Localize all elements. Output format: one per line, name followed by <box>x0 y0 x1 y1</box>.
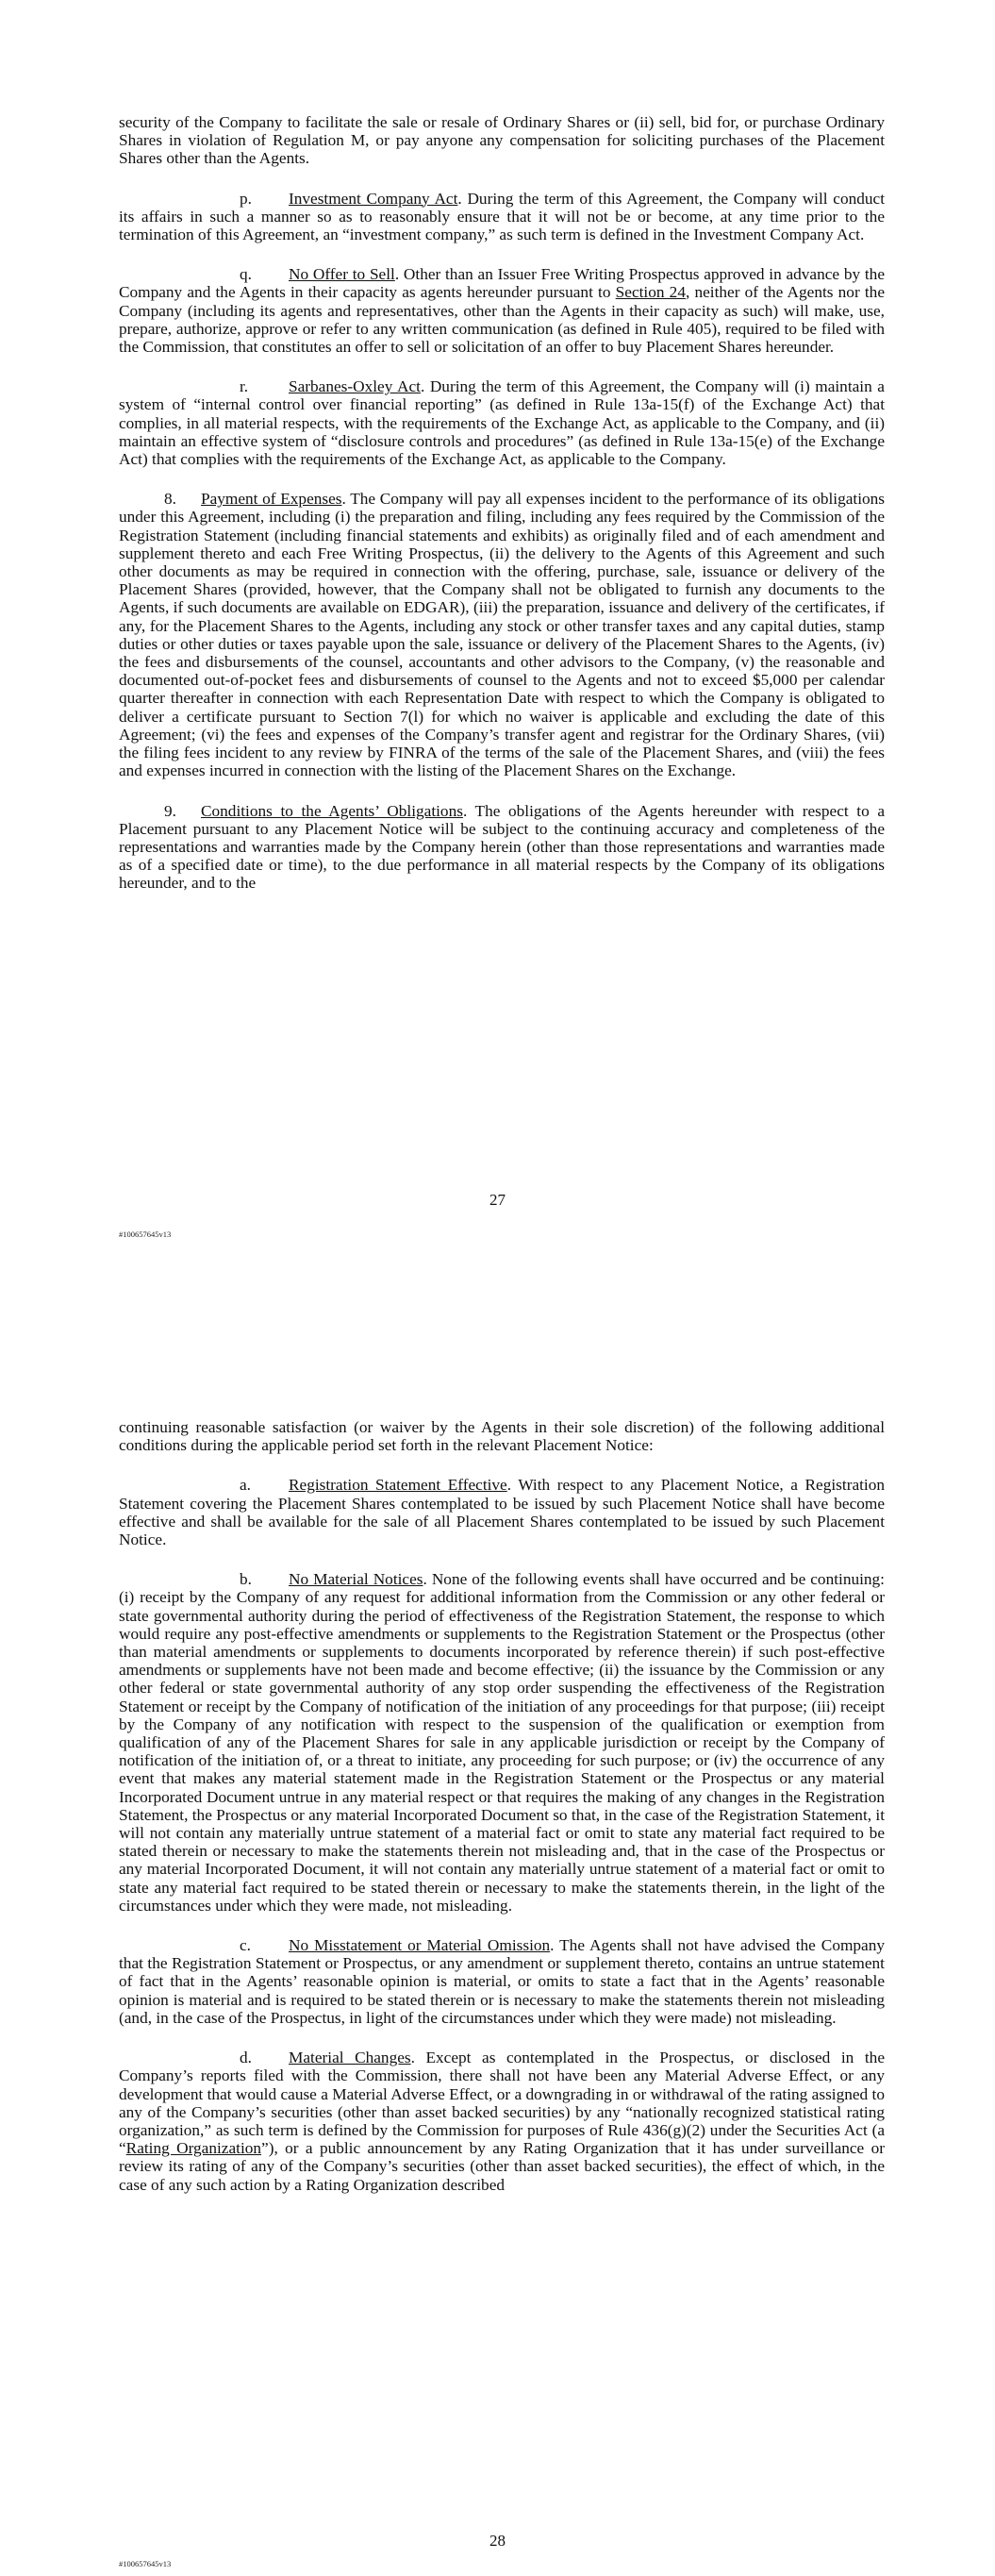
section-text: . The Company will pay all expenses incident to the performance of its obligations under this Agreement, including (i) the preparation and filing, including any fees required by the Commission of the Registration Statement (including financial statements and exhibits) as originally filed and of each amendment and supplement thereto and each Free Writing Prospectus, (ii) the delivery to the Agents of this Agreement and such other documents as may be required in connection with the offering, purchase, sale, issuance or delivery of the Placement Shares (provided, however, that the Company shall not be obligated to furnish any documents to the Agents, if such documents are available on EDGAR), (iii) the preparation, issuance and delivery of the certificates, if any, for the Placement Shares to the Agents, including any stock or other transfer taxes and any capital duties, stamp duties or other duties or taxes payable upon the sale, issuance or delivery of the Placement Shares to the Agents, (iv) the fees and disbursements of the counsel, accountants and other advisors to the Company, (v) the reasonable and documented out-of-pocket fees and disbursements of counsel to the Agents and not to exceed $5,000 per calendar quarter thereafter in connection with each Representation Date with respect to which the Company is obligated to deliver a certificate pursuant to Section 7(l) for which no waiver is applicable and excluding the date of this Agreement; (vi) the fees and expenses of the Company’s transfer agent and registrar for the Ordinary Shares, (vii) the filing fees incident to any review by FINRA of the terms of the sale of the Placement Shares, and (viii) the fees and expenses incurred in connection with the listing of the Placement Shares on the Exchange. <box>119 490 886 780</box>
document-page-27 <box>0 0 995 1279</box>
condition-c <box>119 1936 885 2027</box>
clause-heading: No Material Notices <box>289 1570 423 1589</box>
clause-text: . During the term of this Agreement, the Company will (i) maintain a system of “internal control over financial reporting” (as defined in Rule 13a-15(f) of the Exchange Act) that complies, in all material respects, with the requirements of the Exchange Act, as applicable to the Company, and (ii) maintain an effective system of “disclosure controls and procedures” (as defined in Rule 13a-15(e) of the Exchange Act) that complies with the requirements of the Exchange Act, as applicable to the Company. <box>119 377 885 469</box>
clause-number: q. <box>240 265 252 284</box>
clause-text: . Except as contemplated in the Prospectus, or disclosed in the Company’s reports filed with the Commission, there shall not have been any Material Adverse Effect, or any development that would cause a Material Adverse Effect, or a downgrading in or withdrawal of the rating assigned to any of the Company’s securities (other than asset backed securities) by any “nationally recognized statistical rating organization,” as such term is defined by the Commission for purposes of Rule 436(g)(2) under the Securities Act (a “ <box>119 2049 885 2158</box>
clause-r <box>119 377 885 468</box>
clause-text-continued: , neither of the Agents nor the Company (including its agents and representatives, other than the Agents in their capacity as such) will make, use, prepare, authorize, approve or refer to any written communication (as defined in Rule 405), required to be filed with the Commission, that constitutes an offer to sell or solicitation of an offer to buy Placement Shares hereunder. <box>119 283 885 357</box>
clause-number: r. <box>240 377 249 396</box>
section-text: . The obligations of the Agents hereunder with respect to a Placement pursuant to any Placement Notice will be subject to the continuing accuracy and completeness of the representations and warranties made by the Company herein (other than those representations and warranties made as of a specified date or time), to the due performance in all material respects by the Company of its obligations hereunder, and to the <box>119 801 885 893</box>
clause-heading: Registration Statement Effective <box>289 1476 507 1495</box>
clause-number: d. <box>240 2049 252 2067</box>
condition-b <box>119 1570 885 1915</box>
document-page-28 <box>0 1279 995 2576</box>
clause-number: b. <box>240 1570 252 1589</box>
clause-text: . Other than an Issuer Free Writing Prospectus approved in advance by the Company and the Agents in their capacity as agents hereunder pursuant to <box>119 265 885 302</box>
section-reference-link: Section 24 <box>615 283 686 302</box>
clause-text-continued: ”), or a public announcement by any Rating Organization that it has under surveillance or review its rating of any of the Company’s securities (other than asset backed securities), the effect of which, in the case of any such action by a Rating Organization described <box>119 2139 885 2194</box>
clause-q <box>119 265 885 356</box>
clause-number: p. <box>240 189 252 208</box>
condition-d <box>119 2049 885 2194</box>
defined-term: Rating Organization <box>125 2139 262 2158</box>
section-number: 9. <box>164 801 176 820</box>
page-body <box>119 1418 885 2216</box>
clause-heading: Investment Company Act <box>289 189 458 208</box>
document-id: #100657645v13 <box>119 2559 172 2568</box>
continuation-paragraph: security of the Company to facilitate the sale or resale of Ordinary Shares or (ii) sell, bid for, or purchase Ordinary Shares in violation of Regulation M, or pay anyone any compensation for soliciting purchases of the Placement Shares other than the Agents. <box>119 113 885 168</box>
page-number: 27 <box>489 1191 506 1209</box>
continuation-paragraph: continuing reasonable satisfaction (or waiver by the Agents in their sole discretion) of the following additional conditions during the applicable period set forth in the relevant Placement Notice: <box>119 1418 885 1455</box>
clause-number: a. <box>240 1476 251 1495</box>
clause-heading: Material Changes <box>289 2049 411 2067</box>
clause-heading: Sarbanes-Oxley Act <box>289 377 421 396</box>
section-8 <box>119 490 885 779</box>
clause-number: c. <box>240 1936 251 1955</box>
page-number: 28 <box>489 2532 506 2550</box>
clause-p <box>119 190 885 244</box>
section-heading: Payment of Expenses <box>201 490 342 509</box>
section-number: 8. <box>164 490 176 509</box>
clause-text: . With respect to any Placement Notice, a Registration Statement covering the Placement Shares contemplated to be issued by such Placement Notice shall have become effective and shall be available for the sale of all Placement Shares contemplated to be issued by such Placement Notice. <box>119 1476 885 1549</box>
page-body <box>119 113 885 914</box>
section-heading: Conditions to the Agents’ Obligations <box>201 801 463 820</box>
section-9 <box>119 802 885 893</box>
clause-text: . During the term of this Agreement, the Company will conduct its affairs in such a manner so as to reasonably ensure that it will not be or become, at any time prior to the termination of this Agreement, an “investment company,” as such term is defined in the Investment Company Act. <box>119 189 885 244</box>
condition-a <box>119 1476 885 1548</box>
document-id: #100657645v13 <box>119 1229 172 1239</box>
clause-heading: No Offer to Sell <box>289 265 395 284</box>
clause-heading: No Misstatement or Material Omission <box>289 1936 551 1955</box>
clause-text: . The Agents shall not have advised the Company that the Registration Statement or Prospectus, or any amendment or supplement thereto, contains an untrue statement of fact that in the Agents’ reasonable opinion is material, or omits to state a fact that in the Agents’ reasonable opinion is material and is required to be stated therein or is necessary to make the statements therein not misleading (and, in the case of the Prospectus, in light of the circumstances under which they were made) not misleading. <box>119 1936 885 2027</box>
clause-text: . None of the following events shall have occurred and be continuing: (i) receipt by the Company of any request for additional information from the Commission or any other federal or state governmental authority during the period of effectiveness of the Registration Statement, the response to which would require any post-effective amendments or supplements to the Registration Statement or the Prospectus (other than material amendments or supplements to documents incorporated by reference therein) if such post-effective amendments or supplements have not been made and become effective; (ii) the issuance by the Commission or any other federal or state governmental authority of any stop order suspending the effectiveness of the Registration Statement or receipt by the Company of notification of the initiation of any proceedings for that purpose; (iii) receipt by the Company of any notification with respect to the suspension of the qualification or exemption from qualification of any of the Placement Shares for sale in any applicable jurisdiction or receipt by the Company of notification of the initiation of, or a threat to initiate, any proceeding for such purpose; or (iv) the occurrence of any event that makes any material statement made in the Registration Statement or the Prospectus or any material Incorporated Document untrue in any material respect or that requires the making of any changes in the Registration Statement, the Prospectus or any material Incorporated Document so that, in the case of the Registration Statement, it will not contain any materially untrue statement of a material fact or omit to state any material fact required to be stated therein or necessary to make the statements therein not misleading and, that in the case of the Prospectus or any material Incorporated Document, it will not contain any materially untrue statement of a material fact or omit to state any material fact required to be stated therein or necessary to make the statements therein, in the light of the circumstances under which they were made, not misleading. <box>119 1570 885 1915</box>
